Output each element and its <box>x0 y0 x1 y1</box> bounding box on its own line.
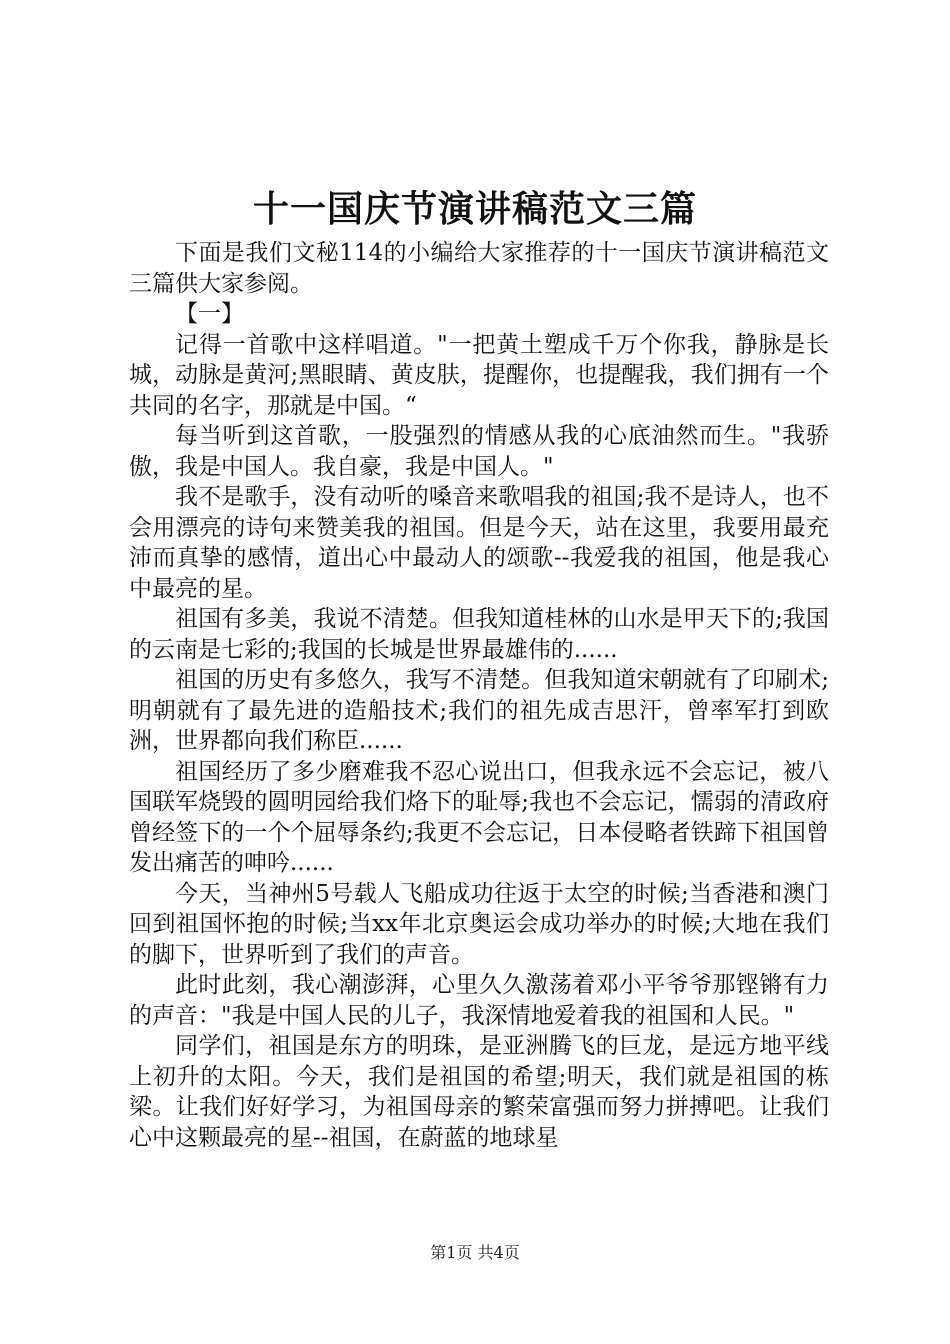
paragraph: 同学们，祖国是东方的明珠，是亚洲腾飞的巨龙，是远方地平线上初升的太阳。今天，我们是祖国的希望;明天，我们就是祖国的栋梁。让我们好好学习，为祖国母亲的繁荣富强而努力拼搏吧。让我们心中这颗最亮的星--祖国，在蔚蓝的地球星 <box>129 1033 829 1151</box>
paragraph: 我不是歌手，没有动听的嗓音来歌唱我的祖国;我不是诗人，也不会用漂亮的诗句来赞美我的祖国。但是今天，站在这里，我要用最充沛而真挚的感情，道出心中最动人的颂歌--我爱我的祖国，他是我心中最亮的星。 <box>129 484 829 602</box>
paragraph: 记得一首歌中这样唱道。"一把黄土塑成千万个你我，静脉是长城，动脉是黄河;黑眼睛、黄皮肤，提醒你，也提醒我，我们拥有一个共同的名字，那就是中国。“ <box>129 331 829 419</box>
paragraph: 祖国经历了多少磨难我不忍心说出口，但我永远不会忘记，被八国联军烧毁的圆明园给我们烙下的耻辱;我也不会忘记，懦弱的清政府曾经签下的一个个屈辱条约;我更不会忘记，日本侵略者铁蹄下祖国曾发出痛苦的呻吟...... <box>129 758 829 876</box>
paragraph: 此时此刻，我心潮澎湃，心里久久激荡着邓小平爷爷那铿锵有力的声音："我是中国人民的儿子，我深情地爱着我的祖国和人民。" <box>129 972 829 1029</box>
paragraph: 今天，当神州5号载人飞船成功往返于太空的时候;当香港和澳门回到祖国怀抱的时候;当xx年北京奥运会成功举办的时候;大地在我们的脚下，世界听到了我们的声音。 <box>129 880 829 968</box>
paragraph-intro: 下面是我们文秘114的小编给大家推荐的十一国庆节演讲稿范文三篇供大家参阅。 <box>129 240 829 297</box>
section-heading: 【一】 <box>175 301 244 327</box>
paragraph: 祖国的历史有多悠久，我写不清楚。但我知道宋朝就有了印刷术;明朝就有了最先进的造船技术;我们的祖先成吉思汗，曾率军打到欧洲，世界都向我们称臣...... <box>129 667 829 754</box>
document-title: 十一国庆节演讲稿范文三篇 <box>252 189 697 230</box>
document-body <box>129 238 829 1153</box>
paragraph: 祖国有多美，我说不清楚。但我知道桂林的山水是甲天下的;我国的云南是七彩的;我国的长城是世界最雄伟的...... <box>129 606 829 663</box>
page-number: 第1页 共4页 <box>430 1243 520 1262</box>
paragraph: 每当听到这首歌，一股强烈的情感从我的心底油然而生。"我骄傲，我是中国人。我自豪，我是中国人。" <box>129 423 829 480</box>
